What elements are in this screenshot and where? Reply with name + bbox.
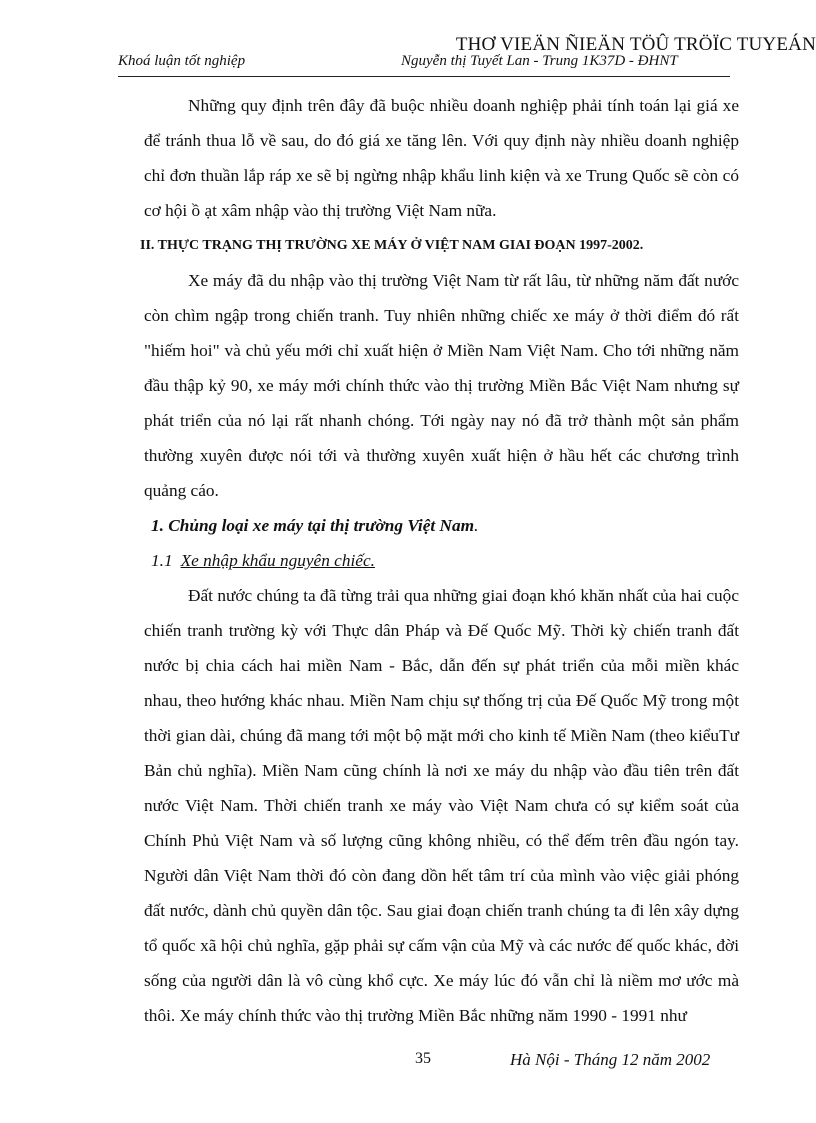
subsubsection-number: 1.1 xyxy=(151,551,173,570)
subsection-heading-text: 1. Chủng loại xe máy tại thị trường Việt Nam xyxy=(151,516,475,535)
page-content xyxy=(140,88,739,1033)
header-author: Nguyễn thị Tuyết Lan - Trung 1K37D - ĐHNT xyxy=(401,53,678,69)
subsubsection-title: Xe nhập khẩu nguyên chiếc. xyxy=(180,551,375,570)
paragraph-regulations: Những quy định trên đây đã buộc nhiều doanh nghiệp phải tính toán lại giá xe để tránh thua lỗ về sau, do đó giá xe tăng lên. Với quy định này nhiều doanh nghiệp chỉ đơn thuần lắp ráp xe sẽ bị ngừng nhập khẩu linh kiện và xe Trung Quốc sẽ còn có cơ hội ồ ạt xâm nhập vào thị trường Việt Nam nữa. xyxy=(144,96,739,220)
subsection-heading-period: . xyxy=(474,516,479,535)
page-header xyxy=(118,52,730,77)
library-watermark: THƠ VIEÄN ÑIEÄN TÖÛ TRÖÏC TUYEÁN xyxy=(455,34,816,55)
subsection-heading xyxy=(151,508,739,543)
header-thesis-label: Khoá luận tốt nghiệp xyxy=(118,53,246,69)
footer-place-date: Hà Nội - Tháng 12 năm 2002 xyxy=(510,1050,711,1069)
section-heading: II. THỰC TRẠNG THỊ TRƯỜNG XE MÁY Ở VIỆT NAM GIAI ĐOẠN 1997-2002. xyxy=(140,238,644,253)
paragraph-imports: Đất nước chúng ta đã từng trải qua những giai đoạn khó khăn nhất của hai cuộc chiến tranh trường kỳ với Thực dân Pháp và Đế Quốc Mỹ. Thời kỳ chiến tranh đất nước bị chia cách hai miền Nam - Bắc, dẫn đến sự phát triển của mỗi miền khác nhau, theo hướng khác nhau. Miền Nam chịu sự thống trị của Đế Quốc Mỹ trong một thời gian dài, chúng đã mang tới một bộ mặt mới cho kinh tế Miền Nam (theo kiểuTư Bản chủ nghĩa). Miền Nam cũng chính là nơi xe máy du nhập vào đầu tiên trên đất nước Việt Nam. Thời chiến tranh xe máy vào Việt Nam chưa có sự kiểm soát của Chính Phủ Việt Nam và số lượng cũng không nhiều, có thể đếm trên đầu ngón tay. Người dân Việt Nam thời đó còn đang dồn hết tâm trí của mình vào việc giải phóng đất nước, dành chủ quyền dân tộc. Sau giai đoạn chiến tranh chúng ta đi lên xây dựng tổ quốc xã hội chủ nghĩa, gặp phải sự cấm vận của Mỹ và các nước đế quốc khác, đời sống của người dân là vô cùng khổ cực. Xe máy lúc đó vẫn chỉ là niềm mơ ước mà thôi. Xe máy chính thức vào thị trường Miền Bắc những năm 1990 - 1991 như xyxy=(144,586,739,1025)
page-number: 35 xyxy=(415,1050,431,1067)
subsubsection-heading xyxy=(151,543,739,578)
paragraph-history: Xe máy đã du nhập vào thị trường Việt Nam từ rất lâu, từ những năm đất nước còn chìm ngập trong chiến tranh. Tuy nhiên những chiếc xe máy ở thời điểm đó rất "hiếm hoi" và chủ yếu mới chỉ xuất hiện ở Miền Nam Việt Nam. Cho tới những năm đầu thập kỷ 90, xe máy mới chính thức vào thị trường Miền Bắc Việt Nam nhưng sự phát triển của nó lại rất nhanh chóng. Tới ngày nay nó đã trở thành một sản phẩm thường xuyên được nói tới và thường xuyên xuất hiện ở hầu hết các chương trình quảng cáo. xyxy=(144,271,739,500)
